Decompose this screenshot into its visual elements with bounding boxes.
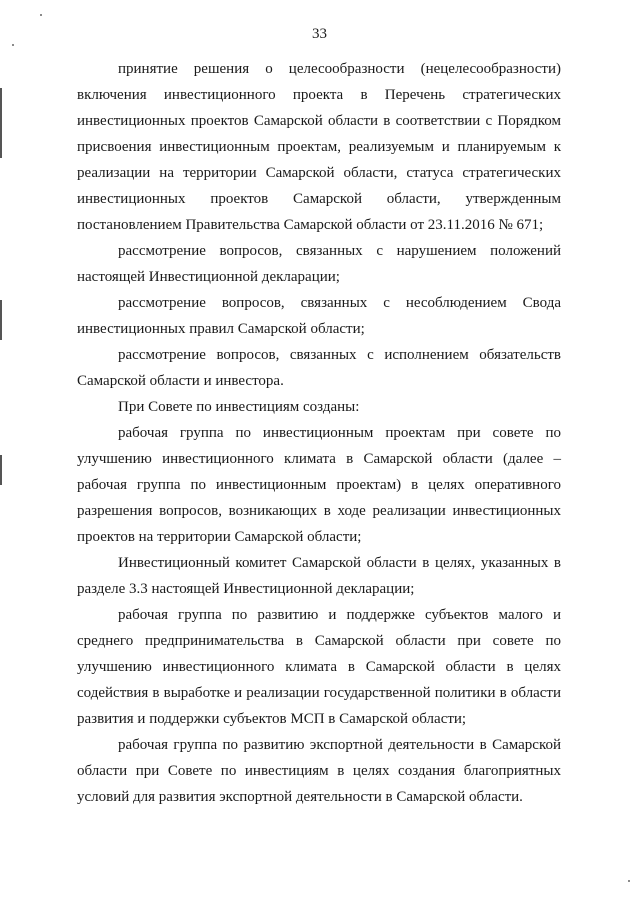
- paragraph-working-group-projects: рабочая группа по инвестиционным проектам при совете по улучшению инвестиционного климата в Самарской области (далее – рабочая группа по инвестиционным проектам) в целях оперативного разрешения вопросов, возникающих в ходе реализации инвестиционных проектов на территории Самарской области;: [77, 425, 561, 545]
- scan-edge-mark: [0, 455, 2, 485]
- paragraph-working-group-export: рабочая группа по развитию экспортной деятельности в Самарской области при Совете по инвестициям в целях создания благоприятных условий для развития экспортной деятельности в Самарской области.: [77, 737, 561, 805]
- page-number: 33: [312, 26, 327, 42]
- paragraph-working-group-sme: рабочая группа по развитию и поддержке субъектов малого и среднего предпринимательства в Самарской области при совете по улучшению инвестиционного климата в Самарской области в целях содействия в выработке и реализации государственной политики в области развития и поддержки субъектов МСП в Самарской области;: [77, 607, 561, 727]
- document-body: [77, 56, 561, 810]
- paragraph-obligations: рассмотрение вопросов, связанных с исполнением обязательств Самарской области и инвестора.: [77, 347, 561, 389]
- paragraph-declaration-violations: рассмотрение вопросов, связанных с нарушением положений настоящей Инвестиционной декларации;: [77, 243, 561, 285]
- scan-edge-mark: [0, 300, 2, 340]
- paragraph-decision-strategic-projects: принятие решения о целесообразности (нецелесообразности) включения инвестиционного проекта в Перечень стратегических инвестиционных проектов Самарской области в соответствии с Порядком присвоения инвестиционным проектам, реализуемым и планируемым к реализации на территории Самарской области, статуса стратегических инвестиционных проектов Самарской области, утвержденным постановлением Правительства Самарской области от 23.11.2016 № 671;: [77, 61, 561, 233]
- paragraph-investment-committee: Инвестиционный комитет Самарской области в целях, указанных в разделе 3.3 настоящей Инвестиционной декларации;: [77, 555, 561, 597]
- scan-speck: [40, 14, 42, 16]
- paragraph-council-created: При Совете по инвестициям созданы:: [118, 399, 360, 415]
- paragraph-investment-rules: рассмотрение вопросов, связанных с несоблюдением Свода инвестиционных правил Самарской области;: [77, 295, 561, 337]
- scan-speck: [12, 44, 14, 46]
- scan-speck: [628, 880, 630, 882]
- scan-edge-mark: [0, 88, 2, 158]
